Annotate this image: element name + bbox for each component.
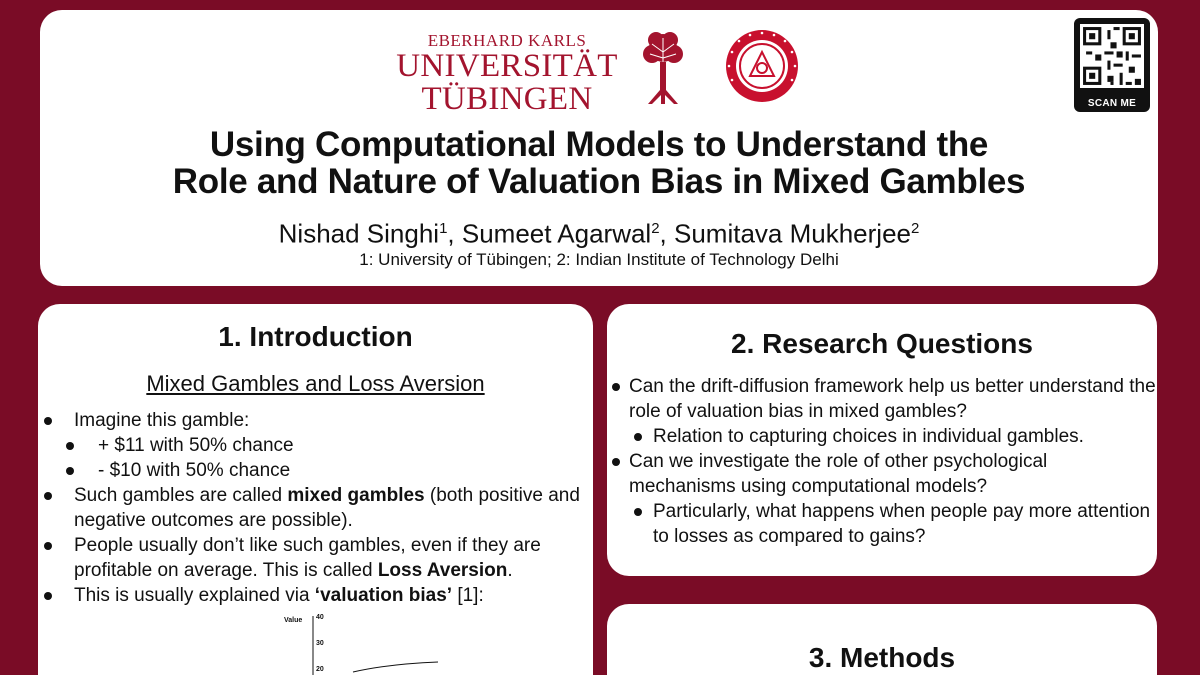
introduction-bullets [38, 408, 593, 608]
tree-logo-icon [640, 28, 686, 108]
affiliations: 1: University of Tübingen; 2: Indian Institute of Technology Delhi [359, 250, 839, 269]
research-questions-panel [607, 304, 1157, 576]
title-line-1: Using Computational Models to Understand the [209, 125, 989, 164]
chart-ylabel: Value [284, 617, 303, 624]
author-separator: , [659, 218, 674, 249]
author-name: Nishad Singhi [278, 218, 440, 249]
text-run: Such gambles are called [74, 485, 288, 506]
introduction-panel [38, 304, 593, 675]
author-name: Sumitava Mukherjee [674, 218, 911, 249]
research-questions-bullets [607, 374, 1157, 549]
text-run: This is usually explained via [74, 585, 315, 606]
list-item: Can we investigate the role of other psychological mechanisms using computational models? [607, 449, 1157, 499]
university-logo [394, 32, 620, 115]
author-affil-mark: 2 [911, 220, 920, 237]
bold-term: Loss Aversion [377, 560, 508, 581]
header-panel [40, 10, 1158, 286]
methods-title: 3. Methods [808, 642, 956, 673]
list-item: Particularly, what happens when people pay more attention to losses as compared to gains? [607, 499, 1157, 549]
research-questions-title: 2. Research Questions [731, 328, 1033, 359]
iit-delhi-seal-icon [724, 28, 800, 104]
title-line-2: Role and Nature of Valuation Bias in Mixed Gambles [172, 162, 1026, 201]
y-tick-label: 30 [316, 640, 324, 647]
text-run: People usually don’t like such gambles, even if they are profitable on average. This is called [74, 535, 541, 581]
introduction-title: 1. Introduction [218, 321, 413, 352]
value-curve [353, 662, 438, 672]
logo-line-bot: TÜBINGEN [421, 81, 593, 117]
logo-line-top: EBERHARD KARLS [427, 31, 587, 50]
list-item [38, 483, 593, 533]
author-affil-mark: 2 [651, 220, 660, 237]
author-affil-mark: 1 [439, 220, 448, 237]
text-run: [1]: [452, 585, 484, 606]
text-run: . [507, 560, 513, 581]
author-list [40, 214, 1158, 249]
y-tick-label: 20 [316, 666, 324, 673]
author-separator: , [447, 218, 462, 249]
list-item: + $11 with 50% chance [38, 433, 593, 458]
list-item [38, 533, 593, 583]
y-ticks [316, 614, 324, 673]
methods-panel [607, 604, 1157, 675]
list-item [38, 583, 593, 608]
author-name: Sumeet Agarwal [461, 218, 652, 249]
introduction-subtitle: Mixed Gambles and Loss Aversion [146, 371, 485, 396]
qr-scan-label: SCAN ME [1087, 98, 1137, 109]
text-run: (both positive and negative outcomes are possible). [74, 485, 580, 531]
bold-term: ‘valuation bias’ [314, 585, 453, 606]
bold-term: mixed gambles [287, 485, 425, 506]
logo-line-mid: UNIVERSITÄT [396, 48, 618, 84]
list-item: Relation to capturing choices in individual gambles. [607, 424, 1157, 449]
value-function-chart [278, 608, 498, 675]
qr-code-badge[interactable] [1074, 18, 1150, 112]
poster-title [40, 126, 1158, 200]
y-tick-label: 40 [316, 614, 324, 621]
list-item: - $10 with 50% chance [38, 458, 593, 483]
list-item: Imagine this gamble: [38, 408, 593, 433]
list-item: Can the drift-diffusion framework help us better understand the role of valuation bias in mixed gambles? [607, 374, 1157, 424]
qr-code-icon[interactable] [1080, 24, 1144, 88]
